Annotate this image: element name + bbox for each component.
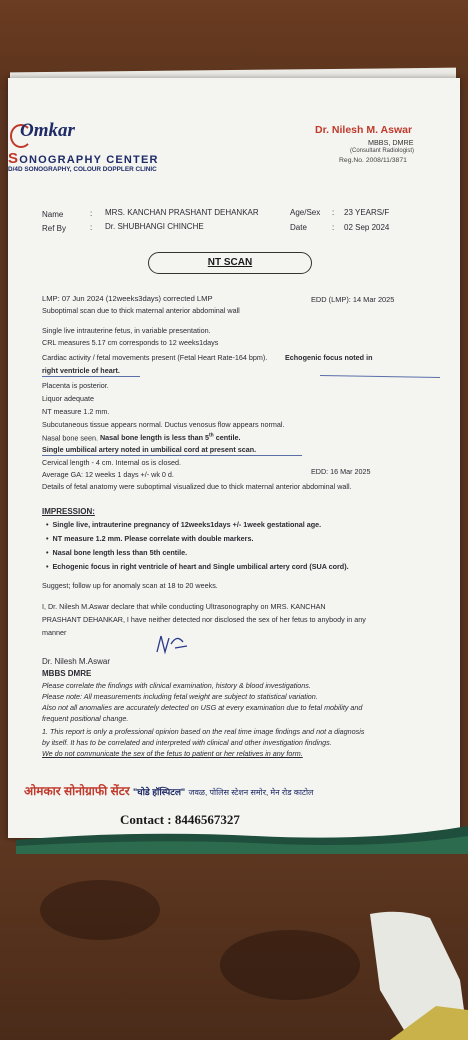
impression-item-2-text: NT measure 1.2 mm. Please correlate with double markers. <box>52 534 254 543</box>
subcut-line: Subcutaneous tissue appears normal. Ductus venosus flow appears normal. <box>42 420 285 429</box>
footer-hindi-rest: जवळ, पोलिस स्टेशन समोर, मेन रोड काटोल <box>188 788 314 797</box>
impression-item-2: • NT measure 1.2 mm. Please correlate with double markers. <box>46 534 254 543</box>
note-3: Also not all anomalies are accurately detected on USG at every examination due to fetal mobility and <box>42 703 363 712</box>
footer-contact: Contact : 8446567327 <box>120 812 240 827</box>
signoff-name: Dr. Nilesh M.Aswar <box>42 657 111 666</box>
name-label: Name <box>42 210 64 219</box>
doctor-header-role: (Consultant Radiologist) <box>350 148 415 154</box>
pen-underline-2 <box>42 376 140 377</box>
declaration-line-3: manner <box>42 628 67 637</box>
declaration-line-2: PRASHANT DEHANKAR, I have neither detected nor disclosed the sex of her fetus to anybody in any <box>42 615 366 624</box>
impression-item-3-text: Nasal bone length less than 5th centile. <box>52 548 188 557</box>
cervical-line: Cervical length - 4 cm. Internal os is closed. <box>42 458 182 467</box>
edd-line: EDD: 16 Mar 2025 <box>311 467 371 476</box>
name-colon: : <box>90 209 93 218</box>
details-line: Details of fetal anatomy were suboptimal visualized due to thick maternal anterior abdominal wall. <box>42 482 352 491</box>
date-colon: : <box>332 223 335 232</box>
doctor-header-name: Dr. Nilesh M. Aswar <box>315 124 413 136</box>
placenta-line: Placenta is posterior. <box>42 381 109 390</box>
pen-underline-3 <box>42 455 302 456</box>
lmp-line: LMP: 07 Jun 2024 (12weeks3days) corrected LMP <box>42 294 213 303</box>
signoff-degree: MBBS DMRE <box>42 669 92 678</box>
clinic-name-initial: S <box>8 150 20 167</box>
refby-colon: : <box>90 223 93 232</box>
suggest-line: Suggest; follow up for anomaly scan at 18 to 20 weeks. <box>42 581 218 590</box>
impression-item-4: • Echogenic focus in right ventricle of heart and Single umbilical artery cord (SUA cord). <box>46 562 349 571</box>
doctor-header-degree: MBBS, DMRE <box>368 138 414 147</box>
note-6: by itself. It has to be correlated and interpreted with clinical and other investigation findings. <box>42 738 332 747</box>
date-label: Date <box>290 223 307 232</box>
nasal-seen: Nasal bone seen. <box>42 433 98 443</box>
footer-wave-decoration <box>16 826 468 854</box>
cardiac-line: Cardiac activity / fetal movements present (Fetal Heart Rate-164 bpm). <box>42 353 268 362</box>
impression-item-3: • Nasal bone length less than 5th centile. <box>46 548 188 557</box>
declaration-line-1: I, Dr. Nilesh M.Aswar declare that while conducting Ultrasonography on MRS. KANCHAN <box>42 602 326 611</box>
footer-hindi-name: ओमकार सोनोग्राफी सेंटर <box>24 784 130 798</box>
nasal-line <box>42 433 241 442</box>
report-title <box>148 252 312 274</box>
nasal-centile: centile. <box>213 433 241 443</box>
avg-ga-line: Average GA: 12 weeks 1 days +/- wk 0 d. <box>42 470 174 479</box>
note-4: frequent positional change. <box>42 714 129 723</box>
note-1: Please correlate the findings with clinical examination, history & blood investigations. <box>42 681 311 690</box>
agesex-colon: : <box>332 208 335 217</box>
echogenic-line-b: right ventricle of heart. <box>42 366 120 375</box>
doctor-header-reg: Reg.No. 2008/11/3871 <box>339 157 407 164</box>
impression-item-4-text: Echogenic focus in right ventricle of heart and Single umbilical artery cord (SUA cord). <box>52 562 349 571</box>
note-7-text: We do not communicate the sex of the fetus to patient or her relatives in any form. <box>42 749 303 758</box>
impression-heading <box>42 507 95 516</box>
sua-line: Single umbilical artery noted in umbilical cord at present scan. <box>42 445 257 454</box>
date-value: 02 Sep 2024 <box>344 223 390 232</box>
nasal-length <box>100 433 241 442</box>
signature-mark <box>153 630 191 660</box>
clinic-name <box>8 150 159 167</box>
edd-lmp: EDD (LMP): 14 Mar 2025 <box>311 295 395 304</box>
refby-label: Ref By <box>42 224 67 233</box>
impression-item-1: • Single live, intrauterine pregnancy of 12weeks1days +/- 1week gestational age. <box>46 520 322 529</box>
clinic-name-rest: ONOGRAPHY CENTER <box>19 154 159 166</box>
note-7 <box>42 749 303 758</box>
single-live-line: Single live intrauterine fetus, in variable presentation. <box>42 326 211 335</box>
impression-heading-text: IMPRESSION: <box>42 507 95 516</box>
pen-underline <box>320 375 440 378</box>
liquor-line: Liquor adequate <box>42 394 94 403</box>
echogenic-line-a: Echogenic focus noted in <box>285 353 373 362</box>
refby-value: Dr. SHUBHANGI CHINCHE <box>105 222 204 231</box>
report-title-text: NT SCAN <box>207 257 253 268</box>
agesex-label: Age/Sex <box>290 208 321 217</box>
nasal-sup: th <box>209 433 214 439</box>
note-2: Please note: All measurements including fetal weight are subject to statistical variation. <box>42 692 318 701</box>
impression-item-1-text: Single live, intrauterine pregnancy of 12weeks1days +/- 1week gestational age. <box>52 520 322 529</box>
footer-hindi-quote: "घोडे हॉस्पिटल" <box>133 787 186 797</box>
crl-line: CRL measures 5.17 cm corresponds to 12 weeks1days <box>42 338 219 347</box>
clinic-logo-script: Omkar <box>20 120 75 141</box>
torn-paper-scrap <box>340 910 468 1040</box>
clinic-tagline: D/4D SONOGRAPHY, COLOUR DOPPLER CLINIC <box>8 166 157 173</box>
report-page <box>8 78 460 838</box>
agesex-value: 23 YEARS/F <box>344 208 390 217</box>
suboptimal-line: Suboptimal scan due to thick maternal anterior abdominal wall <box>42 306 240 315</box>
footer-hindi-address <box>24 782 313 799</box>
nasal-length-text: Nasal bone length is less than 5 <box>99 433 209 443</box>
nt-line: NT measure 1.2 mm. <box>42 407 110 416</box>
note-5: 1. This report is only a professional opinion based on the real time image findings and not a diagnosis <box>42 727 365 736</box>
patient-name: MRS. KANCHAN PRASHANT DEHANKAR <box>105 208 259 217</box>
